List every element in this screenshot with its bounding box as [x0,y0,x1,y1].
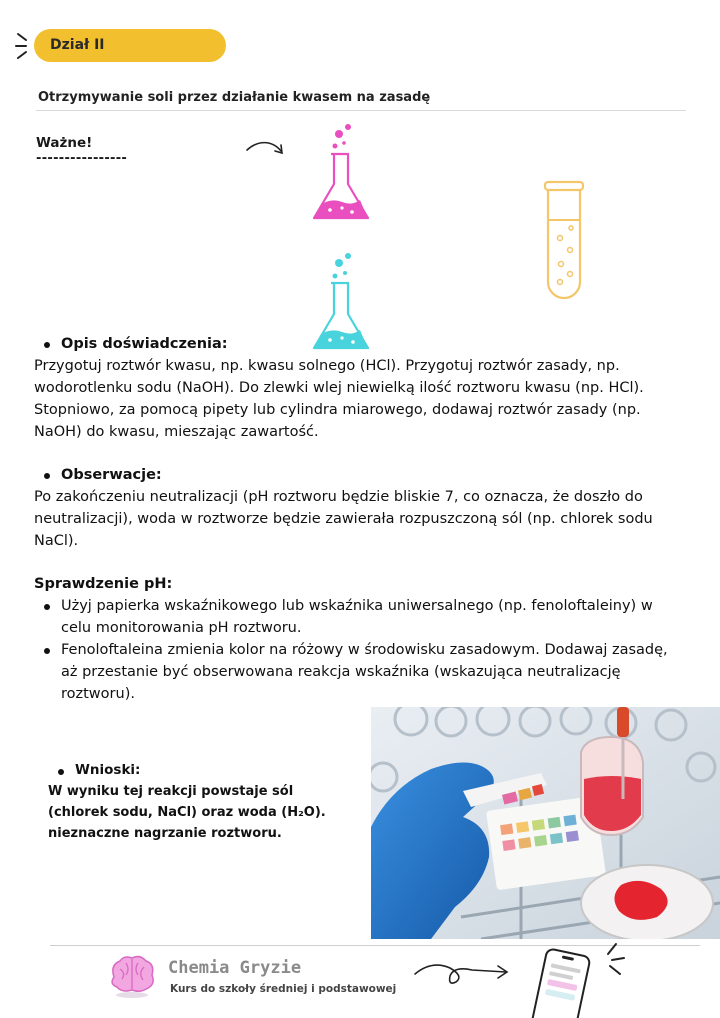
pink-flask-icon [306,122,378,224]
obserwacje-section [34,464,684,552]
brand-tagline: Kurs do szkoły średniej i podstawowej [170,983,397,995]
wnioski-line: nieznaczne nagrzanie roztworu. [48,826,282,841]
obserwacje-heading: Obserwacje: [34,464,684,486]
lab-photo [371,707,720,939]
wnioski-section [48,760,368,844]
wnioski-heading: Wnioski: [48,760,368,781]
opis-section [34,333,684,443]
phone-icon [522,946,602,1018]
opis-heading: Opis doświadczenia: [34,333,684,355]
brand-name: Chemia Gryzie [168,958,302,978]
ph-item: Użyj papierka wskaźnikowego lub wskaźnika uniwersalnego (np. fenoloftaleiny) w celu monitorowania pH roztworu. [34,595,684,639]
loop-arrow-icon [412,956,512,988]
topic-title: Otrzymywanie soli przez działanie kwasem na zasadę [38,90,431,105]
important-underline: ---------------- [36,151,128,166]
ph-section [34,573,684,705]
ph-heading: Sprawdzenie pH: [34,576,173,592]
brain-logo-icon [106,953,158,1001]
test-tube-icon [540,178,588,306]
opis-text: Przygotuj roztwór kwasu, np. kwasu solnego (HCl). Przygotuj roztwór zasady, np. wodorotlenku sodu (NaOH). Do zlewki wlej niewielką ilość roztworu kwasu (np. HCl). Stopniowo, za pomocą pipety lub cylindra miarowego, dodawaj roztwór zasady (np. NaOH) do kwasu, mieszając zawartość. [34,358,644,440]
section-badge [34,29,226,62]
section-label: Dział II [50,37,105,53]
ph-item: Fenoloftaleina zmienia kolor na różowy w środowisku zasadowym. Dodawaj zasadę, aż przestanie być obserwowana reakcja wskaźnika (wskazująca neutralizację roztworu). [34,639,684,705]
divider [36,110,686,111]
obserwacje-text: Po zakończeniu neutralizacji (pH roztworu będzie bliskie 7, co oznacza, że doszło do neutralizacji), woda w roztworze będzie zawierała rozpuszczoną sól (np. chlorek sodu NaCl). [34,489,653,549]
wnioski-line: (chlorek sodu, NaCl) oraz woda (H₂O). [48,805,326,820]
curved-arrow-icon [244,138,288,160]
wnioski-line: W wyniku tej reakcji powstaje sól [48,784,294,799]
important-label: Ważne! [36,135,93,151]
spark-icon [602,940,628,980]
